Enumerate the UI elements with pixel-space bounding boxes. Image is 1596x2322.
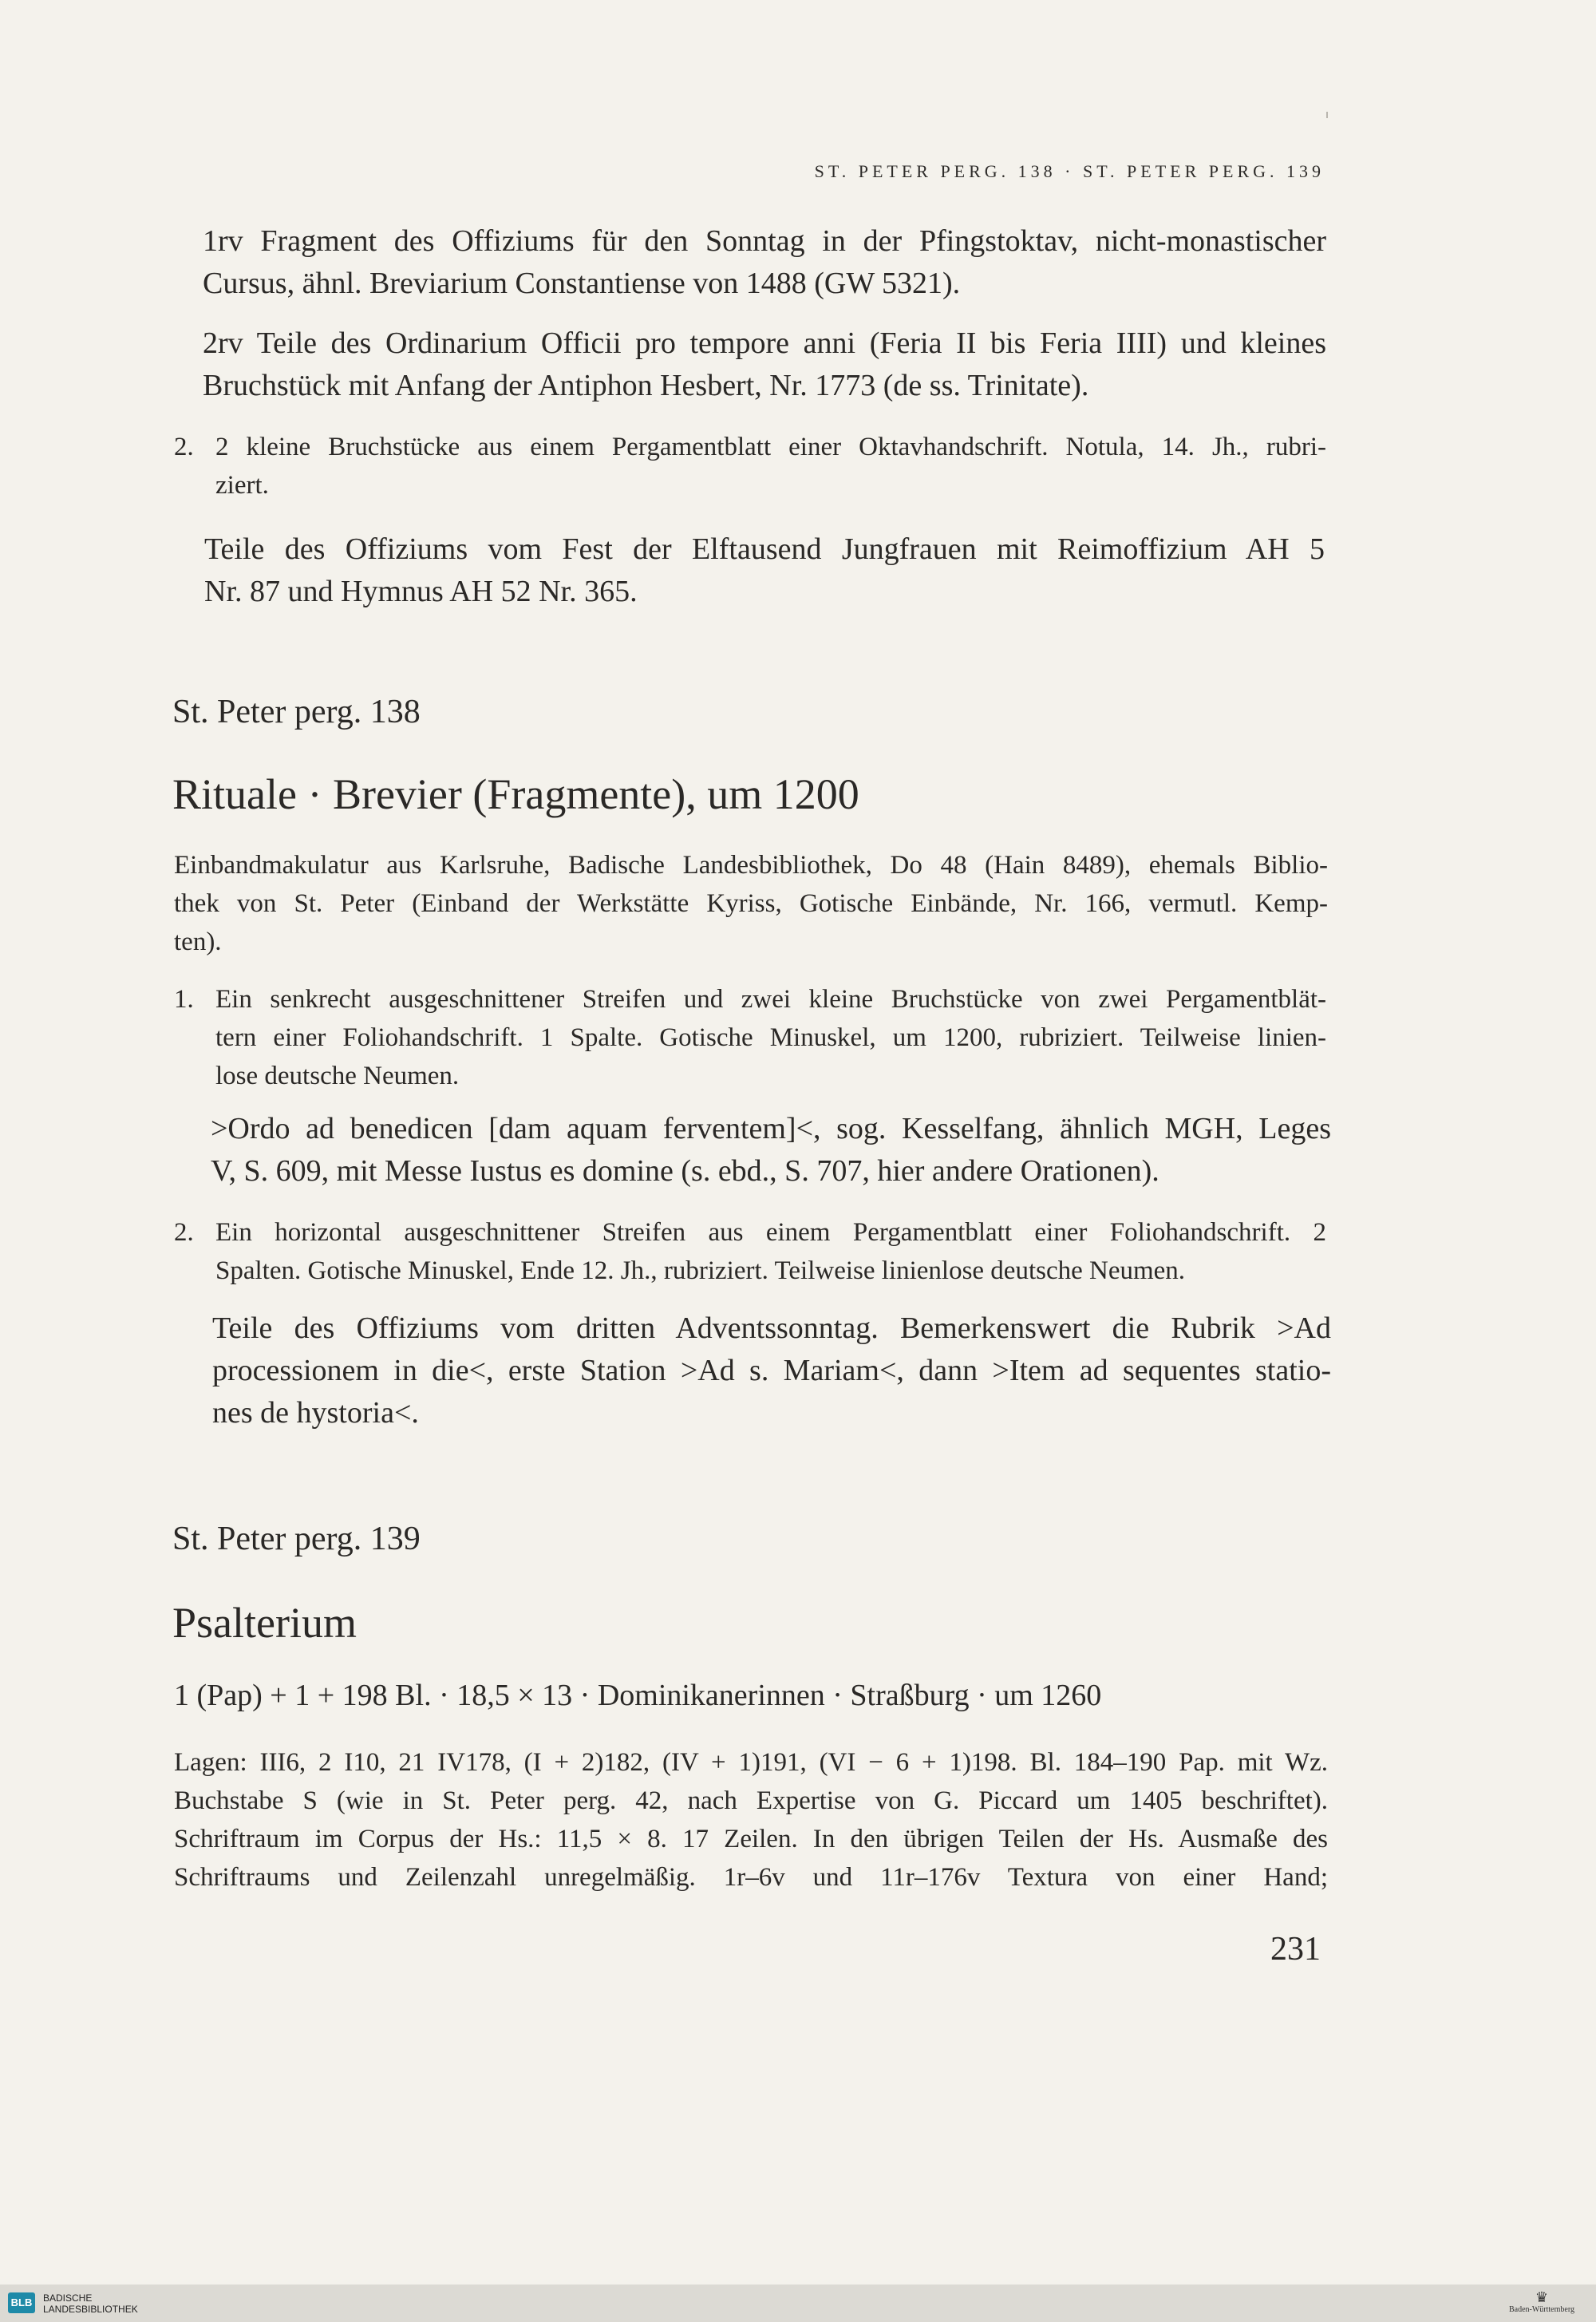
manuscript-title: Rituale · Brevier (Fragmente), um 1200 bbox=[172, 770, 859, 818]
text-line: Cursus, ähnl. Breviarium Constantiense von 1488 (GW 5321). bbox=[203, 267, 961, 300]
text-line: >Ordo ad benedicen [dam aquam ferventem]<, sog. Kesselfang, ähnlich MGH, Leges bbox=[211, 1112, 1331, 1145]
text-line: Schriftraums und Zeilenzahl unregelmäßig. 1r–6v und 11r–176v Textura von einer Hand; bbox=[174, 1863, 1328, 1892]
library-name-line1: BADISCHE bbox=[43, 2292, 93, 2304]
coat-of-arms-icon: ♛ bbox=[1535, 2289, 1549, 2305]
text-line: 1 (Pap) + 1 + 198 Bl. · 18,5 × 13 · Dominikanerinnen · Straßburg · um 1260 bbox=[174, 1679, 1102, 1712]
text-line: V, S. 609, mit Messe Iustus es domine (s. ebd., S. 707, hier andere Orationen). bbox=[211, 1154, 1159, 1188]
text-line: 2 kleine Bruchstücke aus einem Pergamentblatt einer Oktavhandschrift. Notula, 14. Jh., rubri- bbox=[215, 433, 1326, 461]
item1-content bbox=[211, 1108, 1331, 1193]
paragraph-2rv bbox=[174, 322, 1326, 407]
item-number: 1. bbox=[174, 985, 194, 1014]
text-line: Lagen: III6, 2 I10, 21 IV178, (I + 2)182, (IV + 1)191, (VI − 6 + 1)198. Bl. 184–190 Pap. mit Wz. bbox=[174, 1748, 1328, 1777]
text-line: Schriftraum im Corpus der Hs.: 11,5 × 8. 17 Zeilen. In den übrigen Teilen der Hs. Ausmaße des bbox=[174, 1825, 1328, 1853]
item-number: 2. bbox=[174, 1218, 194, 1247]
text-line: Bruchstück mit Anfang der Antiphon Hesbert, Nr. 1773 (de ss. Trinitate). bbox=[203, 369, 1089, 402]
text-line: 2rv Teile des Ordinarium Officii pro tempore anni (Feria II bis Feria IIII) und kleines bbox=[203, 326, 1326, 360]
item-number: 2. bbox=[174, 433, 194, 461]
shelfmark-heading: St. Peter perg. 139 bbox=[172, 1521, 421, 1557]
library-name-line2: LANDESBIBLIOTHEK bbox=[43, 2304, 138, 2315]
section-intro bbox=[174, 846, 1328, 961]
state-logo bbox=[1494, 2289, 1590, 2314]
list-item-1 bbox=[174, 980, 1326, 1095]
text-line: Spalten. Gotische Minuskel, Ende 12. Jh., rubriziert. Teilweise linienlose deutsche Neumen. bbox=[215, 1256, 1186, 1285]
list-item-2b bbox=[174, 1213, 1326, 1290]
footer-bar bbox=[0, 2284, 1596, 2322]
text-line: Nr. 87 und Hymnus AH 52 Nr. 365. bbox=[204, 575, 638, 608]
codicological-description bbox=[174, 1743, 1328, 1897]
library-name bbox=[43, 2292, 138, 2315]
item2-content bbox=[212, 1307, 1331, 1434]
text-line: thek von St. Peter (Einband der Werkstätte Kyriss, Gotische Einbände, Nr. 166, vermutl. Kemp- bbox=[174, 889, 1328, 918]
text-line: Einbandmakulatur aus Karlsruhe, Badische Landesbibliothek, Do 48 (Hain 8489), ehemals Biblio- bbox=[174, 851, 1328, 880]
margin-mark bbox=[1326, 112, 1328, 118]
text-line: Ein senkrecht ausgeschnittener Streifen und zwei kleine Bruchstücke von zwei Pergamentblät- bbox=[215, 985, 1326, 1014]
text-line: lose deutsche Neumen. bbox=[215, 1062, 460, 1090]
text-line: nes de hystoria<. bbox=[212, 1396, 419, 1430]
list-item-2 bbox=[174, 428, 1326, 504]
library-logo-icon[interactable]: BLB bbox=[8, 2292, 35, 2313]
text-line: ziert. bbox=[215, 471, 269, 500]
text-line: Teile des Offiziums vom Fest der Elftausend Jungfrauen mit Reimoffizium AH 5 bbox=[204, 532, 1325, 566]
page-number: 231 bbox=[1270, 1931, 1321, 1968]
text-line: Ein horizontal ausgeschnittener Streifen aus einem Pergamentblatt einer Foliohandschrift. 2 bbox=[215, 1218, 1326, 1247]
text-line: tern einer Foliohandschrift. 1 Spalte. Gotische Minuskel, um 1200, rubriziert. Teilweise linien- bbox=[215, 1023, 1326, 1052]
shelfmark-heading: St. Peter perg. 138 bbox=[172, 694, 421, 730]
text-line: Buchstabe S (wie in St. Peter perg. 42, nach Expertise von G. Piccard um 1405 beschriftet). bbox=[174, 1786, 1328, 1815]
manuscript-title: Psalterium bbox=[172, 1599, 357, 1647]
paragraph-offizium bbox=[204, 528, 1325, 613]
text-line: Teile des Offiziums vom dritten Adventssonntag. Bemerkenswert die Rubrik >Ad bbox=[212, 1311, 1331, 1345]
state-name: Baden-Württemberg bbox=[1508, 2305, 1574, 2314]
text-line: 1rv Fragment des Offiziums für den Sonntag in der Pfingstoktav, nicht-monastischer bbox=[203, 224, 1326, 258]
text-line: ten). bbox=[174, 928, 222, 956]
text-line: processionem in die<, erste Station >Ad s. Mariam<, dann >Item ad sequentes statio- bbox=[212, 1354, 1331, 1387]
running-head: ST. PETER PERG. 138 · ST. PETER PERG. 139 bbox=[814, 161, 1325, 181]
paragraph-1rv bbox=[174, 220, 1326, 305]
codicological-summary bbox=[174, 1675, 1326, 1717]
